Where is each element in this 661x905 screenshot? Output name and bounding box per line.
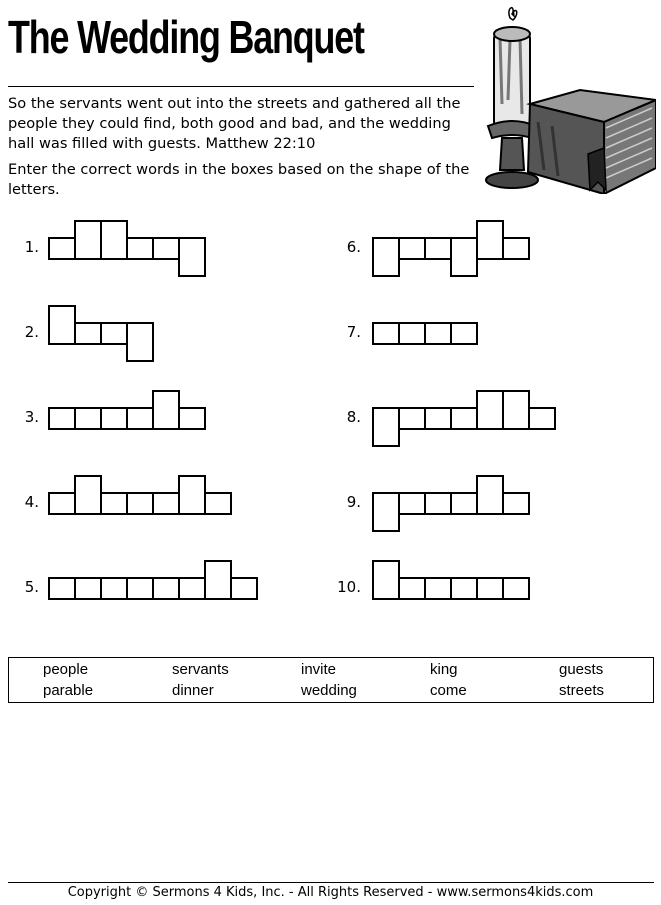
tall-letter-box[interactable] (152, 390, 180, 430)
letter-box[interactable] (74, 577, 102, 600)
puzzle-number: 2. (24, 323, 39, 341)
letter-box[interactable] (126, 237, 154, 260)
tall-letter-box[interactable] (178, 475, 206, 515)
word-bank-word: wedding (301, 682, 357, 699)
tall-letter-box[interactable] (502, 390, 530, 430)
letter-box[interactable] (372, 322, 400, 345)
letter-box[interactable] (48, 492, 76, 515)
scripture-verse: So the servants went out into the streets and gathered all the people they could find, both good and bad, and the wedding hall was filled with guests. Matthew 22:10 (8, 95, 461, 152)
tall-letter-box[interactable] (48, 305, 76, 345)
candle-and-bible-illustration (480, 4, 656, 194)
puzzle-number: 1. (24, 238, 39, 256)
letter-box[interactable] (100, 407, 128, 430)
tall-letter-box[interactable] (372, 560, 400, 600)
descender-letter-box[interactable] (450, 237, 478, 277)
letter-box[interactable] (100, 322, 128, 345)
word-bank-word: come (430, 682, 467, 699)
word-bank-word: servants (172, 661, 229, 678)
puzzle-number: 8. (346, 408, 361, 426)
letter-box[interactable] (100, 492, 128, 515)
letter-box[interactable] (398, 577, 426, 600)
letter-box[interactable] (424, 407, 452, 430)
tall-letter-box[interactable] (476, 475, 504, 515)
letter-box[interactable] (398, 407, 426, 430)
letter-box[interactable] (178, 407, 206, 430)
letter-box[interactable] (424, 492, 452, 515)
puzzle-number: 7. (346, 323, 361, 341)
letter-box[interactable] (476, 577, 504, 600)
puzzle-number: 4. (24, 493, 39, 511)
descender-letter-box[interactable] (126, 322, 154, 362)
letter-box[interactable] (424, 237, 452, 260)
word-bank-word: king (430, 661, 458, 678)
word-bank-word: people (43, 661, 89, 678)
letter-box[interactable] (178, 577, 206, 600)
tall-letter-box[interactable] (476, 390, 504, 430)
copyright-footer: Copyright © Sermons 4 Kids, Inc. - All Rights Reserved - www.sermons4kids.com (67, 885, 594, 900)
puzzle-number: 3. (24, 408, 39, 426)
letter-box[interactable] (528, 407, 556, 430)
letter-box[interactable] (230, 577, 258, 600)
letter-box[interactable] (74, 407, 102, 430)
letter-box[interactable] (74, 322, 102, 345)
letter-box[interactable] (152, 492, 180, 515)
letter-box[interactable] (450, 577, 478, 600)
descender-letter-box[interactable] (372, 407, 400, 447)
letter-box[interactable] (152, 577, 180, 600)
letter-box[interactable] (398, 492, 426, 515)
word-bank-word: parable (43, 682, 94, 699)
footer-divider (8, 882, 654, 883)
word-bank-word: guests (559, 661, 604, 678)
letter-box[interactable] (502, 577, 530, 600)
descender-letter-box[interactable] (178, 237, 206, 277)
letter-box[interactable] (424, 322, 452, 345)
bible-icon (528, 90, 656, 194)
puzzle-number: 6. (346, 238, 361, 256)
word-bank-word: dinner (172, 682, 214, 699)
letter-box[interactable] (126, 577, 154, 600)
letter-box[interactable] (48, 407, 76, 430)
letter-box[interactable] (502, 492, 530, 515)
tall-letter-box[interactable] (476, 220, 504, 260)
title-divider (8, 86, 474, 87)
letter-box[interactable] (204, 492, 232, 515)
descender-letter-box[interactable] (372, 492, 400, 532)
descender-letter-box[interactable] (372, 237, 400, 277)
letter-box[interactable] (48, 237, 76, 260)
word-bank-word: streets (559, 682, 605, 699)
letter-box[interactable] (152, 237, 180, 260)
letter-box[interactable] (126, 407, 154, 430)
letter-box[interactable] (450, 492, 478, 515)
letter-box[interactable] (126, 492, 154, 515)
letter-box[interactable] (450, 407, 478, 430)
letter-box[interactable] (48, 577, 76, 600)
puzzle-number: 5. (24, 578, 39, 596)
tall-letter-box[interactable] (204, 560, 232, 600)
letter-box[interactable] (450, 322, 478, 345)
page-title: The Wedding Banquet (8, 11, 364, 63)
puzzle-number: 9. (346, 493, 361, 511)
word-bank (8, 657, 654, 703)
letter-box[interactable] (398, 237, 426, 260)
tall-letter-box[interactable] (100, 220, 128, 260)
letter-box[interactable] (398, 322, 426, 345)
letter-box[interactable] (100, 577, 128, 600)
letter-box[interactable] (502, 237, 530, 260)
tall-letter-box[interactable] (74, 220, 102, 260)
tall-letter-box[interactable] (74, 475, 102, 515)
puzzle-number: 10. (337, 578, 361, 596)
letter-box[interactable] (424, 577, 452, 600)
word-bank-word: invite (301, 661, 337, 678)
instructions: Enter the correct words in the boxes based on the shape of the letters. (8, 161, 470, 198)
